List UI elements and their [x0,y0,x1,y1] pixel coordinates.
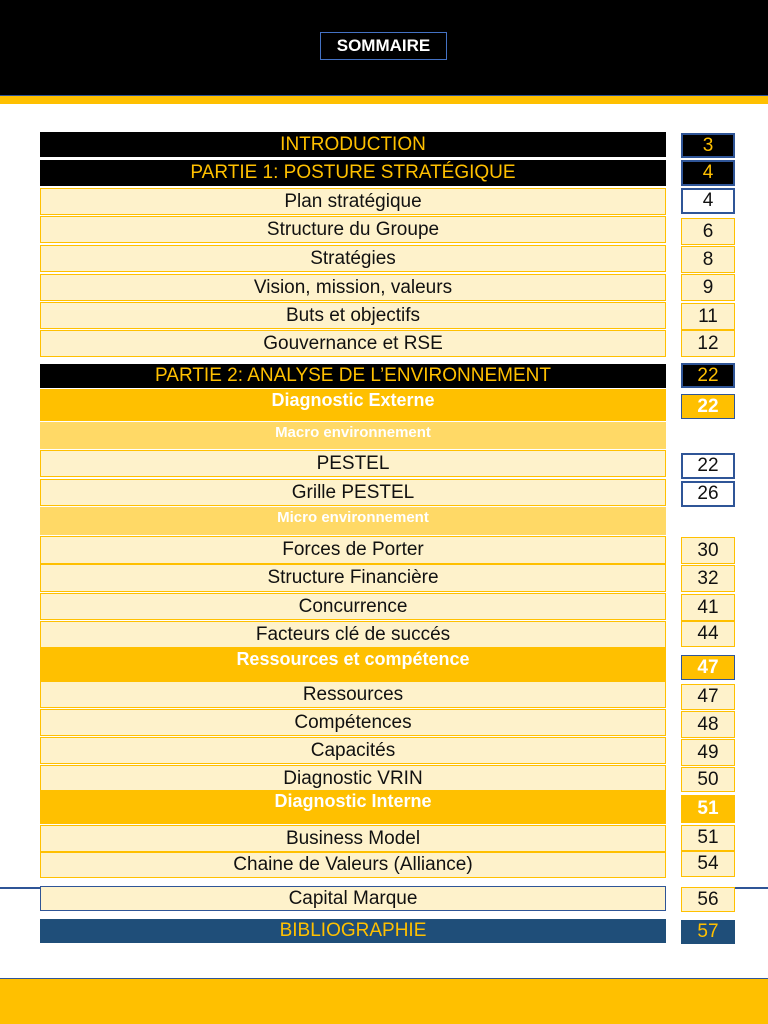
toc-page-number: 6 [681,218,735,245]
header-bar [0,0,768,95]
toc-page-number: 49 [681,739,735,766]
toc-row-label[interactable]: Facteurs clé de succés [40,621,666,648]
toc-subsection-label: Micro environnement [40,507,666,535]
toc-row-label[interactable]: INTRODUCTION [40,132,666,157]
toc-page-number: 48 [681,711,735,738]
toc-page-number: 51 [681,825,735,851]
divider-line [0,887,40,889]
toc-page-number: 22 [681,394,735,419]
toc-row-label[interactable]: BIBLIOGRAPHIE [40,919,666,943]
toc-row-label[interactable]: Structure du Groupe [40,216,666,243]
toc-page-number: 56 [681,887,735,912]
toc-row-label[interactable]: Capacités [40,737,666,764]
toc-page-number: 22 [681,453,735,479]
header-stripe [0,95,768,104]
toc-row-label[interactable]: PARTIE 2: ANALYSE DE L’ENVIRONNEMENT [40,364,666,388]
toc-page-number: 57 [681,920,735,944]
toc-row-label[interactable]: Chaine de Valeurs (Alliance) [40,852,666,878]
toc-page-number: 11 [681,303,735,330]
toc-row-label[interactable]: Diagnostic VRIN [40,765,666,792]
footer-bar [0,978,768,1024]
toc-row-label[interactable]: Grille PESTEL [40,479,666,506]
divider-line [735,887,768,889]
toc-page-number: 4 [681,188,735,214]
toc-section-label[interactable]: Ressources et compétence [40,648,666,681]
toc-page-number: 41 [681,594,735,621]
toc-page-number: 8 [681,246,735,273]
toc-page-number: 3 [681,133,735,158]
toc-row-label[interactable]: Concurrence [40,593,666,620]
toc-page-number: 54 [681,851,735,877]
toc-page-number: 47 [681,684,735,710]
toc-row-label[interactable]: Ressources [40,681,666,708]
toc-page-number: 50 [681,767,735,792]
toc-page-number: 12 [681,330,735,357]
toc-page-number: 32 [681,565,735,592]
toc-row-label[interactable]: Structure Financière [40,564,666,592]
toc-page-number: 9 [681,274,735,301]
toc-row-label[interactable]: Compétences [40,709,666,736]
toc-section-label[interactable]: Diagnostic Interne [40,790,666,824]
toc-row-label[interactable]: PARTIE 1: POSTURE STRATÉGIQUE [40,160,666,186]
toc-row-label[interactable]: Stratégies [40,245,666,272]
toc-row-label[interactable]: Gouvernance et RSE [40,330,666,357]
toc-row-label[interactable]: Business Model [40,825,666,852]
toc-page-number: 44 [681,621,735,647]
toc-page-number: 30 [681,537,735,564]
toc-subsection-label: Macro environnement [40,422,666,449]
toc-row-label[interactable]: Capital Marque [40,886,666,911]
toc-row-label[interactable]: Buts et objectifs [40,302,666,329]
toc-page-number: 26 [681,481,735,507]
toc-row-label[interactable]: PESTEL [40,450,666,477]
page-title: SOMMAIRE [320,32,447,60]
toc-page-number: 22 [681,363,735,388]
toc-page-number: 4 [681,160,735,186]
toc-row-label[interactable]: Forces de Porter [40,536,666,564]
toc-page-number: 51 [681,795,735,823]
toc-page-number: 47 [681,655,735,680]
toc-row-label[interactable]: Vision, mission, valeurs [40,274,666,301]
toc-row-label[interactable]: Plan stratégique [40,188,666,215]
toc-section-label[interactable]: Diagnostic Externe [40,389,666,421]
